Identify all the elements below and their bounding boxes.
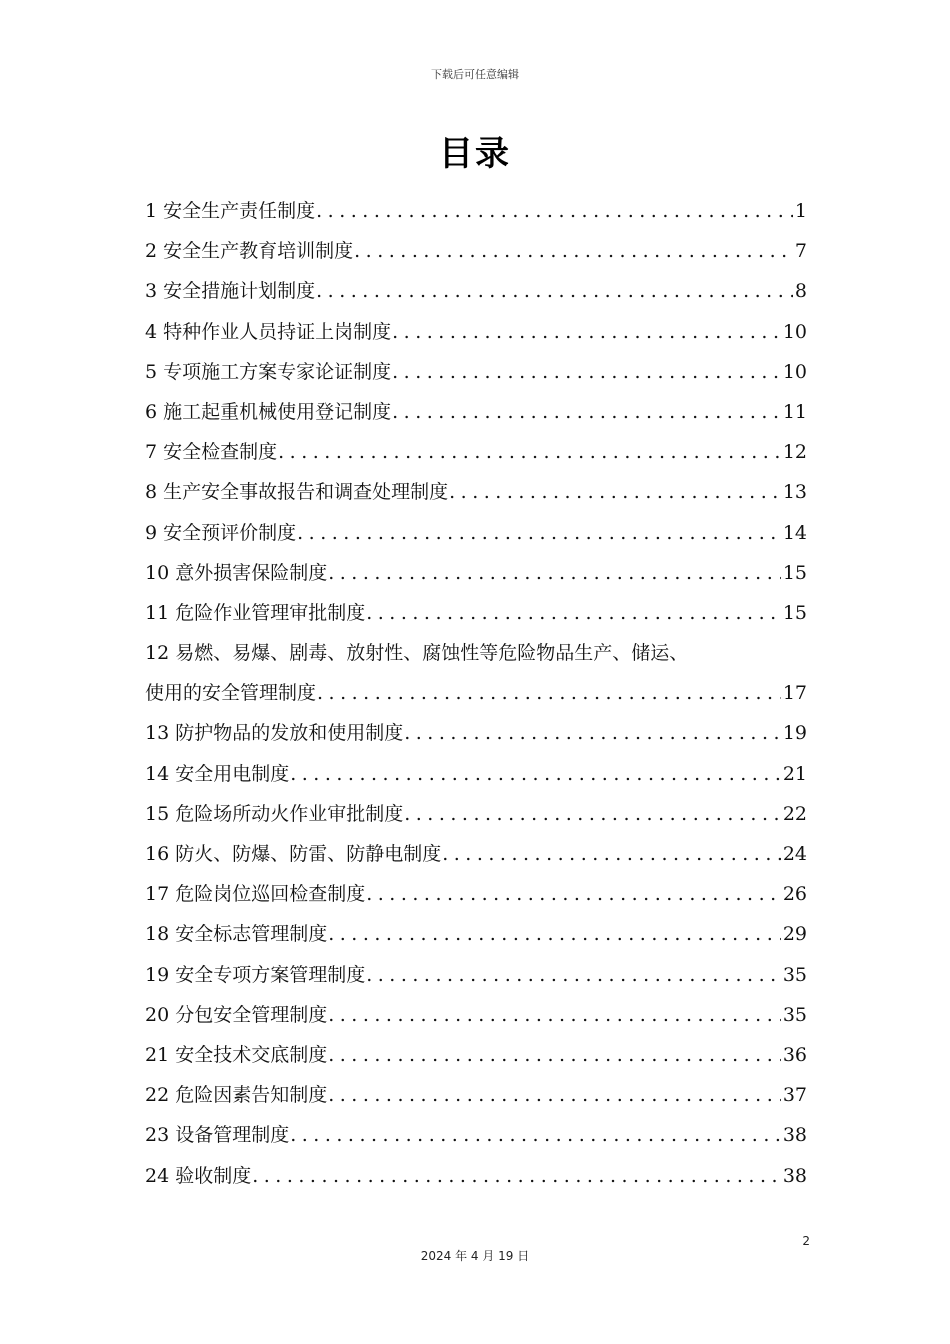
toc-entry-page: 12 (782, 441, 807, 464)
toc-entry[interactable] (145, 794, 807, 834)
toc-entry-page: 19 (782, 722, 807, 745)
toc-entry-title: 24 验收制度 (145, 1164, 252, 1187)
toc-entry-line1[interactable] (145, 633, 807, 673)
footer-date: 2024 年 4 月 19 日 (420, 1249, 530, 1263)
toc-entry[interactable] (145, 593, 807, 633)
toc-entry-page: 11 (782, 400, 807, 423)
toc-entry-title: 4 特种作业人员持证上岗制度 (145, 320, 392, 343)
page-number: 2 (802, 1234, 810, 1248)
toc-leader-dots (404, 713, 781, 753)
toc-entry[interactable] (145, 352, 807, 392)
toc-entry-title: 2 安全生产教育培训制度 (145, 240, 354, 263)
toc-entry-title: 22 危险因素告知制度 (145, 1084, 328, 1107)
toc-leader-dots (392, 352, 781, 392)
page-title: 目录 (439, 134, 511, 174)
toc-entry-page: 26 (782, 883, 807, 906)
toc-entry-title: 17 危险岗位巡回检查制度 (145, 883, 366, 906)
toc-entry[interactable] (145, 1035, 807, 1075)
toc-leader-dots (354, 231, 793, 271)
toc-leader-dots (442, 834, 781, 874)
toc-entry-page: 21 (782, 762, 807, 785)
toc-entry-page: 29 (782, 923, 807, 946)
toc-entry[interactable] (145, 392, 807, 432)
toc-entry-page: 35 (782, 1003, 807, 1026)
toc-leader-dots (316, 191, 793, 231)
toc-entry-page: 15 (782, 561, 807, 584)
toc-entry-page: 7 (794, 240, 807, 263)
toc-leader-dots (392, 392, 781, 432)
toc-entry-page: 14 (782, 521, 807, 544)
toc-entry-page: 38 (782, 1124, 807, 1147)
toc-leader-dots (328, 1075, 781, 1115)
toc-entry[interactable] (145, 271, 807, 311)
toc-entry-page: 22 (782, 802, 807, 825)
toc-entry-page: 37 (782, 1084, 807, 1107)
toc-entry-page: 10 (782, 320, 807, 343)
toc-entry[interactable] (145, 1075, 807, 1115)
toc-entry-title: 3 安全措施计划制度 (145, 280, 316, 303)
toc-entry-page: 24 (782, 843, 807, 865)
toc-leader-dots (392, 312, 781, 352)
toc-entry[interactable] (145, 191, 807, 231)
toc-entry-title: 19 安全专项方案管理制度 (145, 963, 366, 986)
toc-entry-title: 18 安全标志管理制度 (145, 923, 328, 946)
toc-entry-page: 36 (782, 1043, 807, 1066)
toc-entry-title: 16 防火、防爆、防雷、防静电制度 (145, 843, 442, 865)
toc-entry[interactable] (145, 713, 807, 753)
toc-entry[interactable] (145, 914, 807, 954)
toc-entry[interactable] (145, 1115, 807, 1155)
toc-entry-title-continued: 使用的安全管理制度 (145, 682, 317, 705)
toc-leader-dots (328, 914, 781, 954)
toc-leader-dots (449, 472, 781, 512)
toc-entry-line2[interactable] (145, 673, 807, 713)
toc-entry[interactable] (145, 834, 807, 874)
toc-entry-title: 6 施工起重机械使用登记制度 (145, 400, 392, 423)
toc-entry-title: 9 安全预评价制度 (145, 521, 297, 544)
toc-leader-dots (290, 754, 781, 794)
toc-entry[interactable] (145, 874, 807, 914)
toc-entry-page: 1 (794, 200, 807, 222)
toc-entry-page: 35 (782, 963, 807, 986)
toc-leader-dots (366, 874, 781, 914)
toc-entry[interactable] (145, 1156, 807, 1196)
table-of-contents (145, 191, 807, 1196)
toc-entry-title: 10 意外损害保险制度 (145, 561, 328, 584)
toc-entry[interactable] (145, 955, 807, 995)
toc-leader-dots (328, 553, 781, 593)
toc-entry[interactable] (145, 754, 807, 794)
toc-entry-title: 21 安全技术交底制度 (145, 1043, 328, 1066)
toc-leader-dots (366, 593, 781, 633)
toc-entry-page: 38 (782, 1164, 807, 1187)
toc-entry-title: 1 安全生产责任制度 (145, 200, 316, 222)
toc-leader-dots (328, 1035, 781, 1075)
toc-entry[interactable] (145, 312, 807, 352)
toc-entry[interactable] (145, 472, 807, 512)
toc-entry[interactable] (145, 231, 807, 271)
toc-leader-dots (366, 955, 781, 995)
toc-entry[interactable] (145, 995, 807, 1035)
toc-leader-dots (297, 513, 781, 553)
toc-entry-title: 23 设备管理制度 (145, 1124, 290, 1147)
toc-leader-dots (290, 1115, 781, 1155)
toc-entry-page: 10 (782, 360, 807, 383)
toc-leader-dots (316, 271, 793, 311)
toc-entry-title: 15 危险场所动火作业审批制度 (145, 802, 404, 825)
toc-entry-title: 11 危险作业管理审批制度 (145, 601, 366, 624)
toc-entry-title: 20 分包安全管理制度 (145, 1003, 328, 1026)
toc-entry[interactable] (145, 513, 807, 553)
toc-entry-title: 7 安全检查制度 (145, 441, 278, 464)
toc-leader-dots (252, 1156, 781, 1196)
toc-leader-dots (404, 794, 781, 834)
header-note: 下载后可任意编辑 (431, 68, 519, 81)
toc-entry-title: 14 安全用电制度 (145, 762, 290, 785)
toc-leader-dots (328, 995, 781, 1035)
toc-entry-title: 5 专项施工方案专家论证制度 (145, 360, 392, 383)
toc-entry-title: 13 防护物品的发放和使用制度 (145, 722, 404, 745)
toc-leader-dots (317, 673, 781, 713)
toc-entry-title: 12 易燃、易爆、剧毒、放射性、腐蚀性等危险物品生产、储运、 (145, 642, 689, 665)
toc-entry[interactable] (145, 432, 807, 472)
toc-entry[interactable] (145, 553, 807, 593)
toc-entry-page: 17 (782, 682, 807, 705)
toc-entry-page: 8 (794, 280, 807, 303)
toc-entry-title: 8 生产安全事故报告和调查处理制度 (145, 481, 449, 504)
toc-leader-dots (278, 432, 781, 472)
toc-entry-page: 13 (782, 481, 807, 504)
toc-entry-page: 15 (782, 601, 807, 624)
